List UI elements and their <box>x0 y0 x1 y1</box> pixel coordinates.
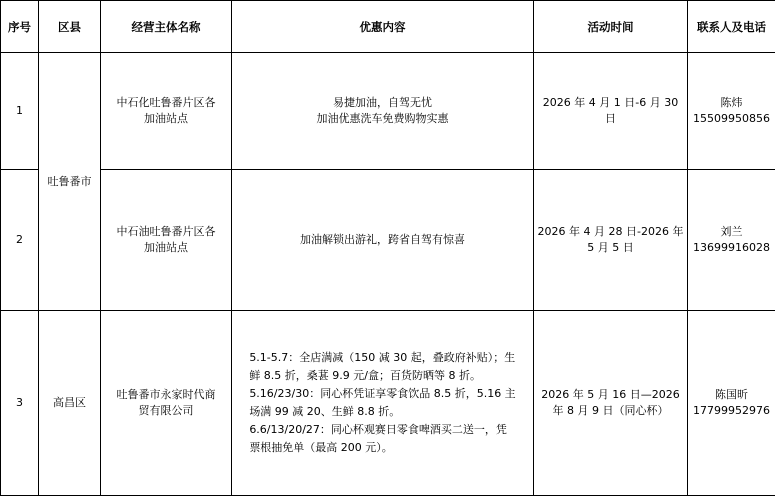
contact-name: 陈炜 <box>720 96 743 109</box>
period-cell <box>534 311 688 496</box>
period-cell <box>534 170 688 311</box>
offer-line: 票根抽免单（最高 200 元）。 <box>249 441 393 454</box>
header-contact: 联系人及电话 <box>688 1 775 53</box>
contact-phone: 15509950856 <box>693 112 770 125</box>
district-cell: 吐鲁番市 <box>39 53 101 311</box>
table-row <box>1 53 775 170</box>
entity-line: 加油站点 <box>144 241 188 254</box>
offer-line: 5.1-5.7：全店满减（150 减 30 起，叠政府补贴）；生 <box>249 351 516 364</box>
offer-line: 5.16/23/30：同心杯凭证享零食饮品 8.5 折，5.16 主 <box>249 387 516 400</box>
offer-line: 场满 99 减 20、生鲜 8.8 折。 <box>249 405 401 418</box>
header-offer: 优惠内容 <box>232 1 534 53</box>
table-row <box>1 311 775 496</box>
entity-line: 中石化吐鲁番片区各 <box>116 96 216 109</box>
period-line: 2026 年 4 月 1 日-6 月 30 <box>542 96 679 109</box>
offer-line: 6.6/13/20/27：同心杯观赛日零食啤酒买二送一，凭 <box>249 423 507 436</box>
contact-cell <box>688 53 775 170</box>
entity-cell <box>101 170 232 311</box>
contact-phone: 17799952976 <box>693 404 770 417</box>
header-row <box>1 1 775 53</box>
entity-line: 吐鲁番市永家时代商 <box>116 388 216 401</box>
contact-name: 陈国昕 <box>715 388 748 401</box>
row-no: 3 <box>1 311 39 496</box>
header-no: 序号 <box>1 1 39 53</box>
offer-cell <box>232 53 534 170</box>
district-cell: 高昌区 <box>39 311 101 496</box>
header-district: 区县 <box>39 1 101 53</box>
contact-phone: 13699916028 <box>693 241 770 254</box>
table-row <box>1 170 775 311</box>
period-line: 2026 年 5 月 16 日—2026 <box>541 388 680 401</box>
period-line: 2026 年 4 月 28 日-2026 年 <box>537 225 684 238</box>
period-cell <box>534 53 688 170</box>
contact-cell <box>688 170 775 311</box>
contact-cell <box>688 311 775 496</box>
entity-line: 贸有限公司 <box>138 404 194 417</box>
offer-line: 鲜 8.5 折，桑葚 9.9 元/盒；百货防晒等 8 折。 <box>249 369 481 382</box>
entity-cell <box>101 53 232 170</box>
offer-cell <box>232 311 534 496</box>
entity-line: 中石油吐鲁番片区各 <box>116 225 216 238</box>
period-line: 5 月 5 日 <box>587 241 634 254</box>
offer-line: 易捷加油，自驾无忧 <box>333 96 432 109</box>
offer-cell <box>232 170 534 311</box>
period-line: 年 8 月 9 日（同心杯） <box>552 404 669 417</box>
entity-line: 加油站点 <box>144 112 188 125</box>
header-period: 活动时间 <box>534 1 688 53</box>
offer-line: 加油优惠洗车免费购物实惠 <box>316 112 449 125</box>
header-entity: 经营主体名称 <box>101 1 232 53</box>
offer-text <box>249 349 515 457</box>
row-no: 2 <box>1 170 39 311</box>
row-no: 1 <box>1 53 39 170</box>
contact-name: 刘兰 <box>720 225 743 238</box>
offer-line: 加油解锁出游礼，跨省自驾有惊喜 <box>300 233 465 246</box>
entity-cell <box>101 311 232 496</box>
period-line: 日 <box>605 112 616 125</box>
